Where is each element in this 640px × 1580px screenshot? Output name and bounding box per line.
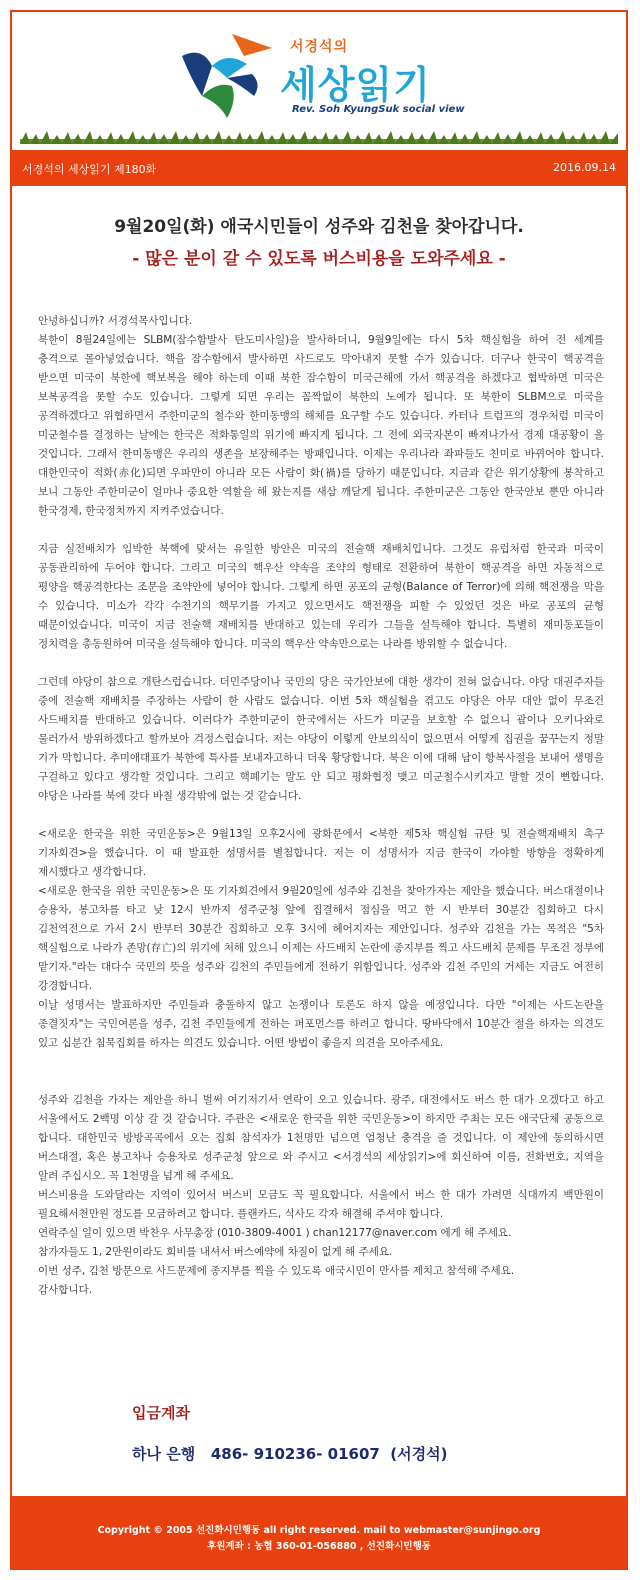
paragraph: 안녕하십니까? 서경석목사입니다. [38,315,193,327]
article-headline: 9월20일(화) 애국시민들이 성주와 김천을 찾아갑니다. [114,217,524,237]
paragraph: 이날 성명서는 발표하지만 주민들과 충돌하지 않고 논쟁이나 토론도 하지 않을 예정입니다. 다만 "이제는 사드논란을 종결짓자"는 국민여론을 성주, 김천 주민들에게 전하는 퍼포먼스를 하려고 합니다. 땅바닥에서 10분간 절을 하자는 의견도 있고 십분간 침묵집회를 하자는 의견도 있습니다. 어떤 방법이 좋을지 의견을 모아주세요. [38,999,604,1049]
series-bar [12,150,626,186]
copyright-text: Copyright © 2005 선진화시민행동 all right reserved. mail to webmaster@sunjingo.org [97,1525,541,1536]
sponsor-account-text: 후원계좌 : 농협 360-01-056880 , 선진화시민행동 [207,1541,431,1552]
paragraph: <새로운 한국을 위한 국민운동>은 또 기자회견에서 9월20일에 성주와 김천을 찾아가자는 제안을 했습니다. 버스대절이나 승용차, 봉고차를 타고 낮 12시 반까지 성주군청 앞에 집결해서 점심을 먹고 한 시 반부터 30분간 집회하고 다시 김천역전으로 가서 2시 반부터 30분간 집회하고 오후 3시에 헤어지자는 제안입니다. 성주와 김천을 가는 목적은 "5차 핵실험으로 나라가 존망(存亡)의 위기에 처해 있으니 이제는 사드배치 논란에 종지부를 찍고 사드배치 문제를 무조건 정부에 맡기자."라는 대다수 국민의 뜻을 성주와 김천의 주민들에게 전하기 위함입니다. 성주와 김천 주민의 거세는 지금도 여전히 강경합니다. [38,885,604,992]
paragraph: 지금 실전배치가 임박한 북핵에 맞서는 유일한 방안은 미국의 전술핵 재배치입니다. 그것도 유럽처럼 한국과 미국이 공동관리하에 두어야 합니다. 그리고 미국의 핵우산 약속을 조약의 형태로 전환하여 북한이 핵공격을 하면 자동적으로 평양을 핵공격한다는 조문을 조약안에 넣어야 합니다. 그렇게 하면 공포의 균형(Balance of Terror)에 의해 핵전쟁을 막을 수 있습니다. 미소가 각각 수천기의 핵무기를 가지고 있으면서도 핵전쟁을 피할 수 있었던 것은 바로 공포의 균형 때문이었습니다. 미국이 지금 전술핵 재배치를 반대하고 있는데 우리가 그들을 설득해야 합니다. 특별히 재미동포들이 정치력을 총동원하여 미국을 설득해야 합니다. 미국의 핵우산 약속만으로는 나라를 방위할 수 없습니다. [38,543,604,650]
paragraph: 버스비용을 도와달라는 지역이 있어서 버스비 모금도 꼭 필요합니다. 서울에서 버스 한 대가 가려면 식대까지 백만원이 필요해서천만원 정도를 모금하려고 합니다. 플랜카드, 식사도 각자 해결해 주셔야 합니다. [38,1189,604,1220]
article-subhead: - 많은 분이 갈 수 있도록 버스비용을 도와주세요 - [132,249,506,269]
paragraph: 그런데 야당이 참으로 개탄스럽습니다. 더민주당이나 국민의 당은 국가안보에 대한 생각이 전혀 없습니다. 야당 대권주자들 중에 전술핵 재배치를 주장하는 사람이 한 사람도 없습니다. 이번 5차 핵실험을 겪고도 야당은 아무 대안 없이 무조건 사드배치를 반대하고 있습니다. 이러다가 주한미군이 한국에서는 사드가 미군을 보호할 수 없으니 괌이나 오키나와로 물러가서 방위하겠다고 할까보아 걱정스럽습니다. 저는 야당이 이렇게 안보의식이 없으면서 어떻게 집권을 꿈꾸는지 정말 기가 막힙니다. 추미애대표가 북한에 특사를 보내자고하니 더욱 황당합니다. 북은 이에 대해 남이 항복사절을 보내어 생명을 구걸하고 있다고 생각할 것입니다. 그리고 핵폐기는 말도 안 되고 평화협정 맺고 미군철수시키자고 말할 것이 뻔합니다. 야당은 나라를 북에 갖다 바칠 생각밖에 없는 것 같습니다. [38,676,604,802]
paragraph: 참가자들도 1, 2만원이라도 회비를 내셔서 버스예약에 차질이 없게 해 주세요. [38,1246,393,1258]
paragraph: <새로운 한국을 위한 국민운동>은 9월13일 오후2시에 광화문에서 <북한 제5차 핵실험 규탄 및 전술핵재배치 촉구 기자회견>을 했습니다. 이 때 발표한 성명서를 별첨합니다. 저는 이 성명서가 지금 한국이 가야할 방향을 정확하게 제시했다고 생각합니다. [38,828,604,878]
paragraph: 감사합니다. [38,1284,93,1296]
newsletter-frame [10,10,628,1570]
logo-title: 세상읽기 [280,63,431,107]
logo-subtitle: Rev. Soh KyungSuk social view [292,104,465,115]
logo [172,26,472,126]
paragraph: 북한이 8월24일에는 SLBM(잠수함발사 탄도미사일)을 발사하더니, 9월9일에는 다시 5차 핵실험을 하여 전 세계를 충격으로 몰아넣었습니다. 핵을 잠수함에서 발사하면 사드로도 막아내지 못할 수가 있습니다. 더구나 한국이 핵공격을 받으면 미국이 북한에 핵보복을 해야 하는데 이때 북한 잠수함이 미국근해에 가서 핵공격을 하겠다고 협박하면 미국은 보복공격을 못할 수도 있습니다. 그렇게 되면 우리는 꼼짝없이 북한의 노예가 됩니다. 또 북한이 SLBM으로 미국을 공격하겠다고 위협하면서 주한미군의 철수와 한미동맹의 해체를 요구할 수도 있습니다. 카터나 트럼프의 경우처럼 미국이 미군철수를 결정하는 날에는 한국은 적화통일의 위기에 빠지게 됩니다. 그 전에 외국자본이 빠져나가서 경제 대공황이 올 것입니다. 그래서 한미동맹은 우리의 생존을 보장해주는 방패입니다. 이제는 우리나라 좌파들도 친미로 바뀌어야 합니다. 대한민국이 적화(赤化)되면 우파만이 아니라 모든 사람이 화(禍)를 당하기 때문입니다. 지금과 같은 위기상황에 봉착하고 보니 그동안 주한미군이 얼마나 중요한 역할을 해 왔는지를 새삼 깨닫게 됩니다. 주한미군은 그동안 한국안보 뿐만 아니라 한국경제, 한국정치까지 지켜주었습니다. [38,334,604,517]
article-body [38,312,604,1300]
paragraph: 성주와 김천을 가자는 제안을 하니 벌써 여기저기서 연락이 오고 있습니다. 광주, 대전에서도 버스 한 대가 오겠다고 하고 서울에서도 2백명 이상 갈 것 같습니다. 주관은 <새로운 한국을 위한 국민운동>이 하지만 주최는 모든 애국단체 공동으로 합니다. 대한민국 방방곡곡에서 오는 집회 참석자가 1천명만 넘으면 엄청난 충격을 줄 것입니다. 이 제안에 동의하시면 버스대절, 혹은 봉고차나 승용차로 성주군청 앞으로 와 주시고 <서경석의 세상읽기>에 회신하여 이름, 전화번호, 지역을 알려 주십시오. 꼭 1천명을 넘게 해 주세요. [38,1094,604,1182]
footer [12,1496,626,1568]
logo-emblem-icon [172,26,282,126]
paragraph: 이번 성주, 김천 방문으로 사드문제에 종지부를 찍을 수 있도록 애국시민이 만사를 제치고 참석해 주세요. [38,1265,515,1277]
account-label: 입금계좌 [132,1404,190,1422]
header [12,12,626,150]
bank-account: 하나 은행 486- 910236- 01607 (서경석) [132,1445,448,1463]
series-title: 서경석의 세상읽기 제180화 [22,163,157,176]
grass-divider-icon [20,130,618,144]
issue-date: 2016.09.14 [553,161,616,174]
paragraph: 연락주실 일이 있으면 박찬우 사무총장 (010-3809-4001 ) chan12177@naver.com 에게 해 주세요. [38,1227,512,1239]
logo-small-text: 서경석의 [290,39,349,55]
